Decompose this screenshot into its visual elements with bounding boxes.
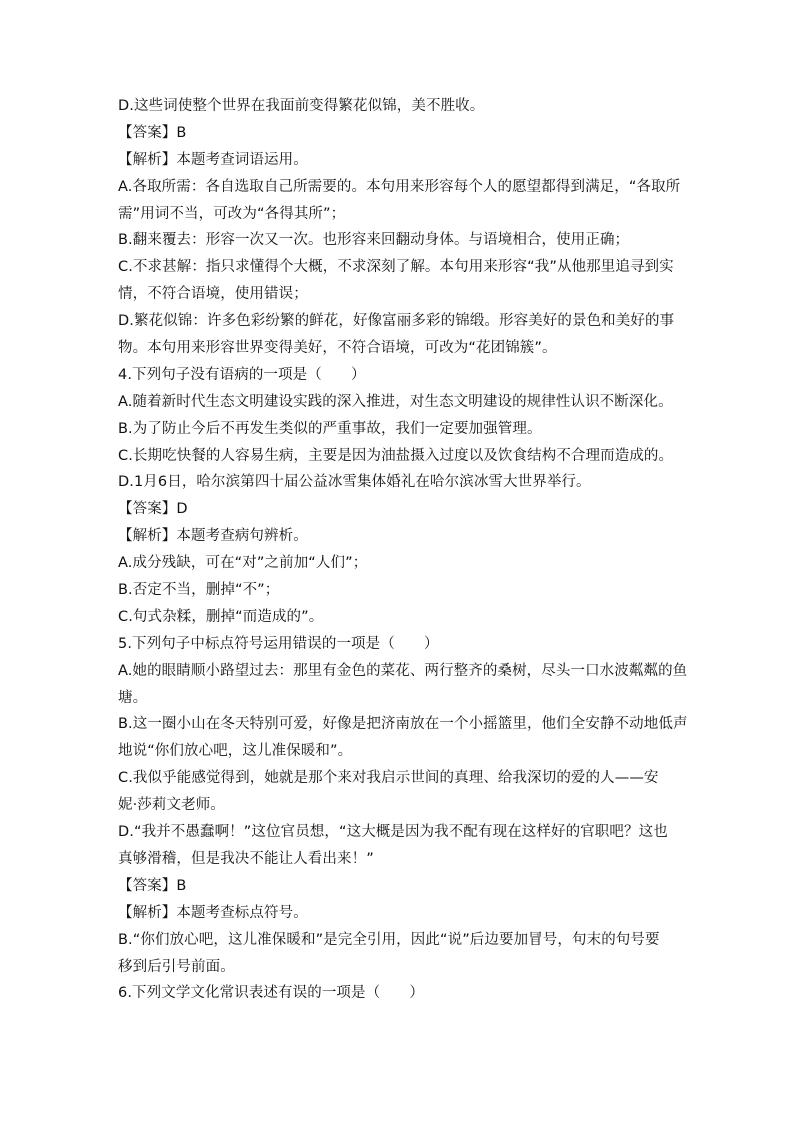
- analysis-text-line: 移到后引号前面。: [118, 958, 235, 975]
- answer-line: 【答案】D: [118, 501, 188, 518]
- question-4-option: D.1月6日，哈尔滨第四十届公益冰雪集体婚礼在哈尔滨冰雪大世界举行。: [118, 474, 591, 491]
- analysis-text-line: B.否定不当，删掉“不”；: [118, 582, 280, 599]
- question-5-option: 妮·莎莉文老师。: [118, 797, 225, 814]
- question-5-option: D.“我并不愚蠢啊！”这位官员想，“这大概是因为我不配有现在这样好的官职吧？这也: [118, 824, 668, 841]
- analysis-text-line: B.“你们放心吧，这儿准保暖和”是完全引用，因此“说”后边要加冒号，句末的句号要: [118, 931, 660, 948]
- analysis-text-line: A.各取所需：各自选取自己所需要的。本句用来形容每个人的愿望都得到满足，“各取所: [118, 178, 681, 195]
- question-5-option: B.这一圈小山在冬天特别可爱，好像是把济南放在一个小摇篮里，他们全安静不动地低声: [118, 716, 688, 733]
- analysis-text-line: 物。本句用来形容世界变得美好，不符合语境，可改为“花团锦簇”。: [118, 340, 557, 357]
- question-6-stem: 6.下列文学文化常识表述有误的一项是（ ）: [118, 985, 425, 1002]
- analysis-text-line: C.句式杂糅，删掉“而造成的”。: [118, 608, 324, 625]
- option-d-text: D.这些词使整个世界在我面前变得繁花似锦，美不胜收。: [118, 98, 485, 114]
- question-5-option: A.她的眼睛顺小路望过去：那里有金色的菜花、两行整齐的桑树，尽头一口水波粼粼的鱼: [118, 662, 688, 679]
- answer-line: 【答案】B: [118, 877, 187, 894]
- question-4-option: A.随着新时代生态文明建设实践的深入推进，对生态文明建设的规律性认识不断深化。: [118, 393, 673, 410]
- question-5-option: 地说“你们放心吧，这儿准保暖和”。: [118, 743, 353, 760]
- answer-line: 【答案】B: [118, 124, 187, 141]
- analysis-line: 【解析】本题考查标点符号。: [118, 904, 308, 921]
- question-4-stem: 4.下列句子没有语病的一项是（ ）: [118, 366, 366, 383]
- question-5-option: 塘。: [118, 689, 148, 706]
- analysis-text-line: C.不求甚解：指只求懂得个大概，不求深刻了解。本句用来形容“我”从他那里追寻到实: [118, 259, 674, 276]
- analysis-text-line: 情，不符合语境，使用错误；: [118, 286, 308, 303]
- analysis-line: 【解析】本题考查病句辨析。: [118, 528, 308, 545]
- question-5-option: C.我似乎能感觉得到，她就是那个来对我启示世间的真理、给我深切的爱的人——安: [118, 770, 659, 787]
- question-4-option: C.长期吃快餐的人容易生病，主要是因为油盐摄入过度以及饮食结构不合理而造成的。: [118, 447, 674, 464]
- analysis-text-line: A.成分残缺，可在“对”之前加“人们”；: [118, 555, 368, 572]
- analysis-text-line: 需”用词不当，可改为“各得其所”；: [118, 205, 346, 222]
- analysis-text-line: D.繁花似锦：许多色彩纷繁的鲜花，好像富丽多彩的锦缎。形容美好的景色和美好的事: [118, 313, 675, 330]
- question-4-option: B.为了防止今后不再发生类似的严重事故，我们一定要加强管理。: [118, 420, 542, 437]
- question-5-stem: 5.下列句子中标点符号运用错误的一项是（ ）: [118, 635, 439, 652]
- analysis-text-line: B.翻来覆去：形容一次又一次。也形容来回翻动身体。与语境相合，使用正确；: [118, 232, 630, 249]
- analysis-line: 【解析】本题考查词语运用。: [118, 151, 308, 168]
- question-5-option: 真够滑稽，但是我决不能让人看出来！”: [118, 850, 374, 867]
- document-body: [118, 93, 688, 1007]
